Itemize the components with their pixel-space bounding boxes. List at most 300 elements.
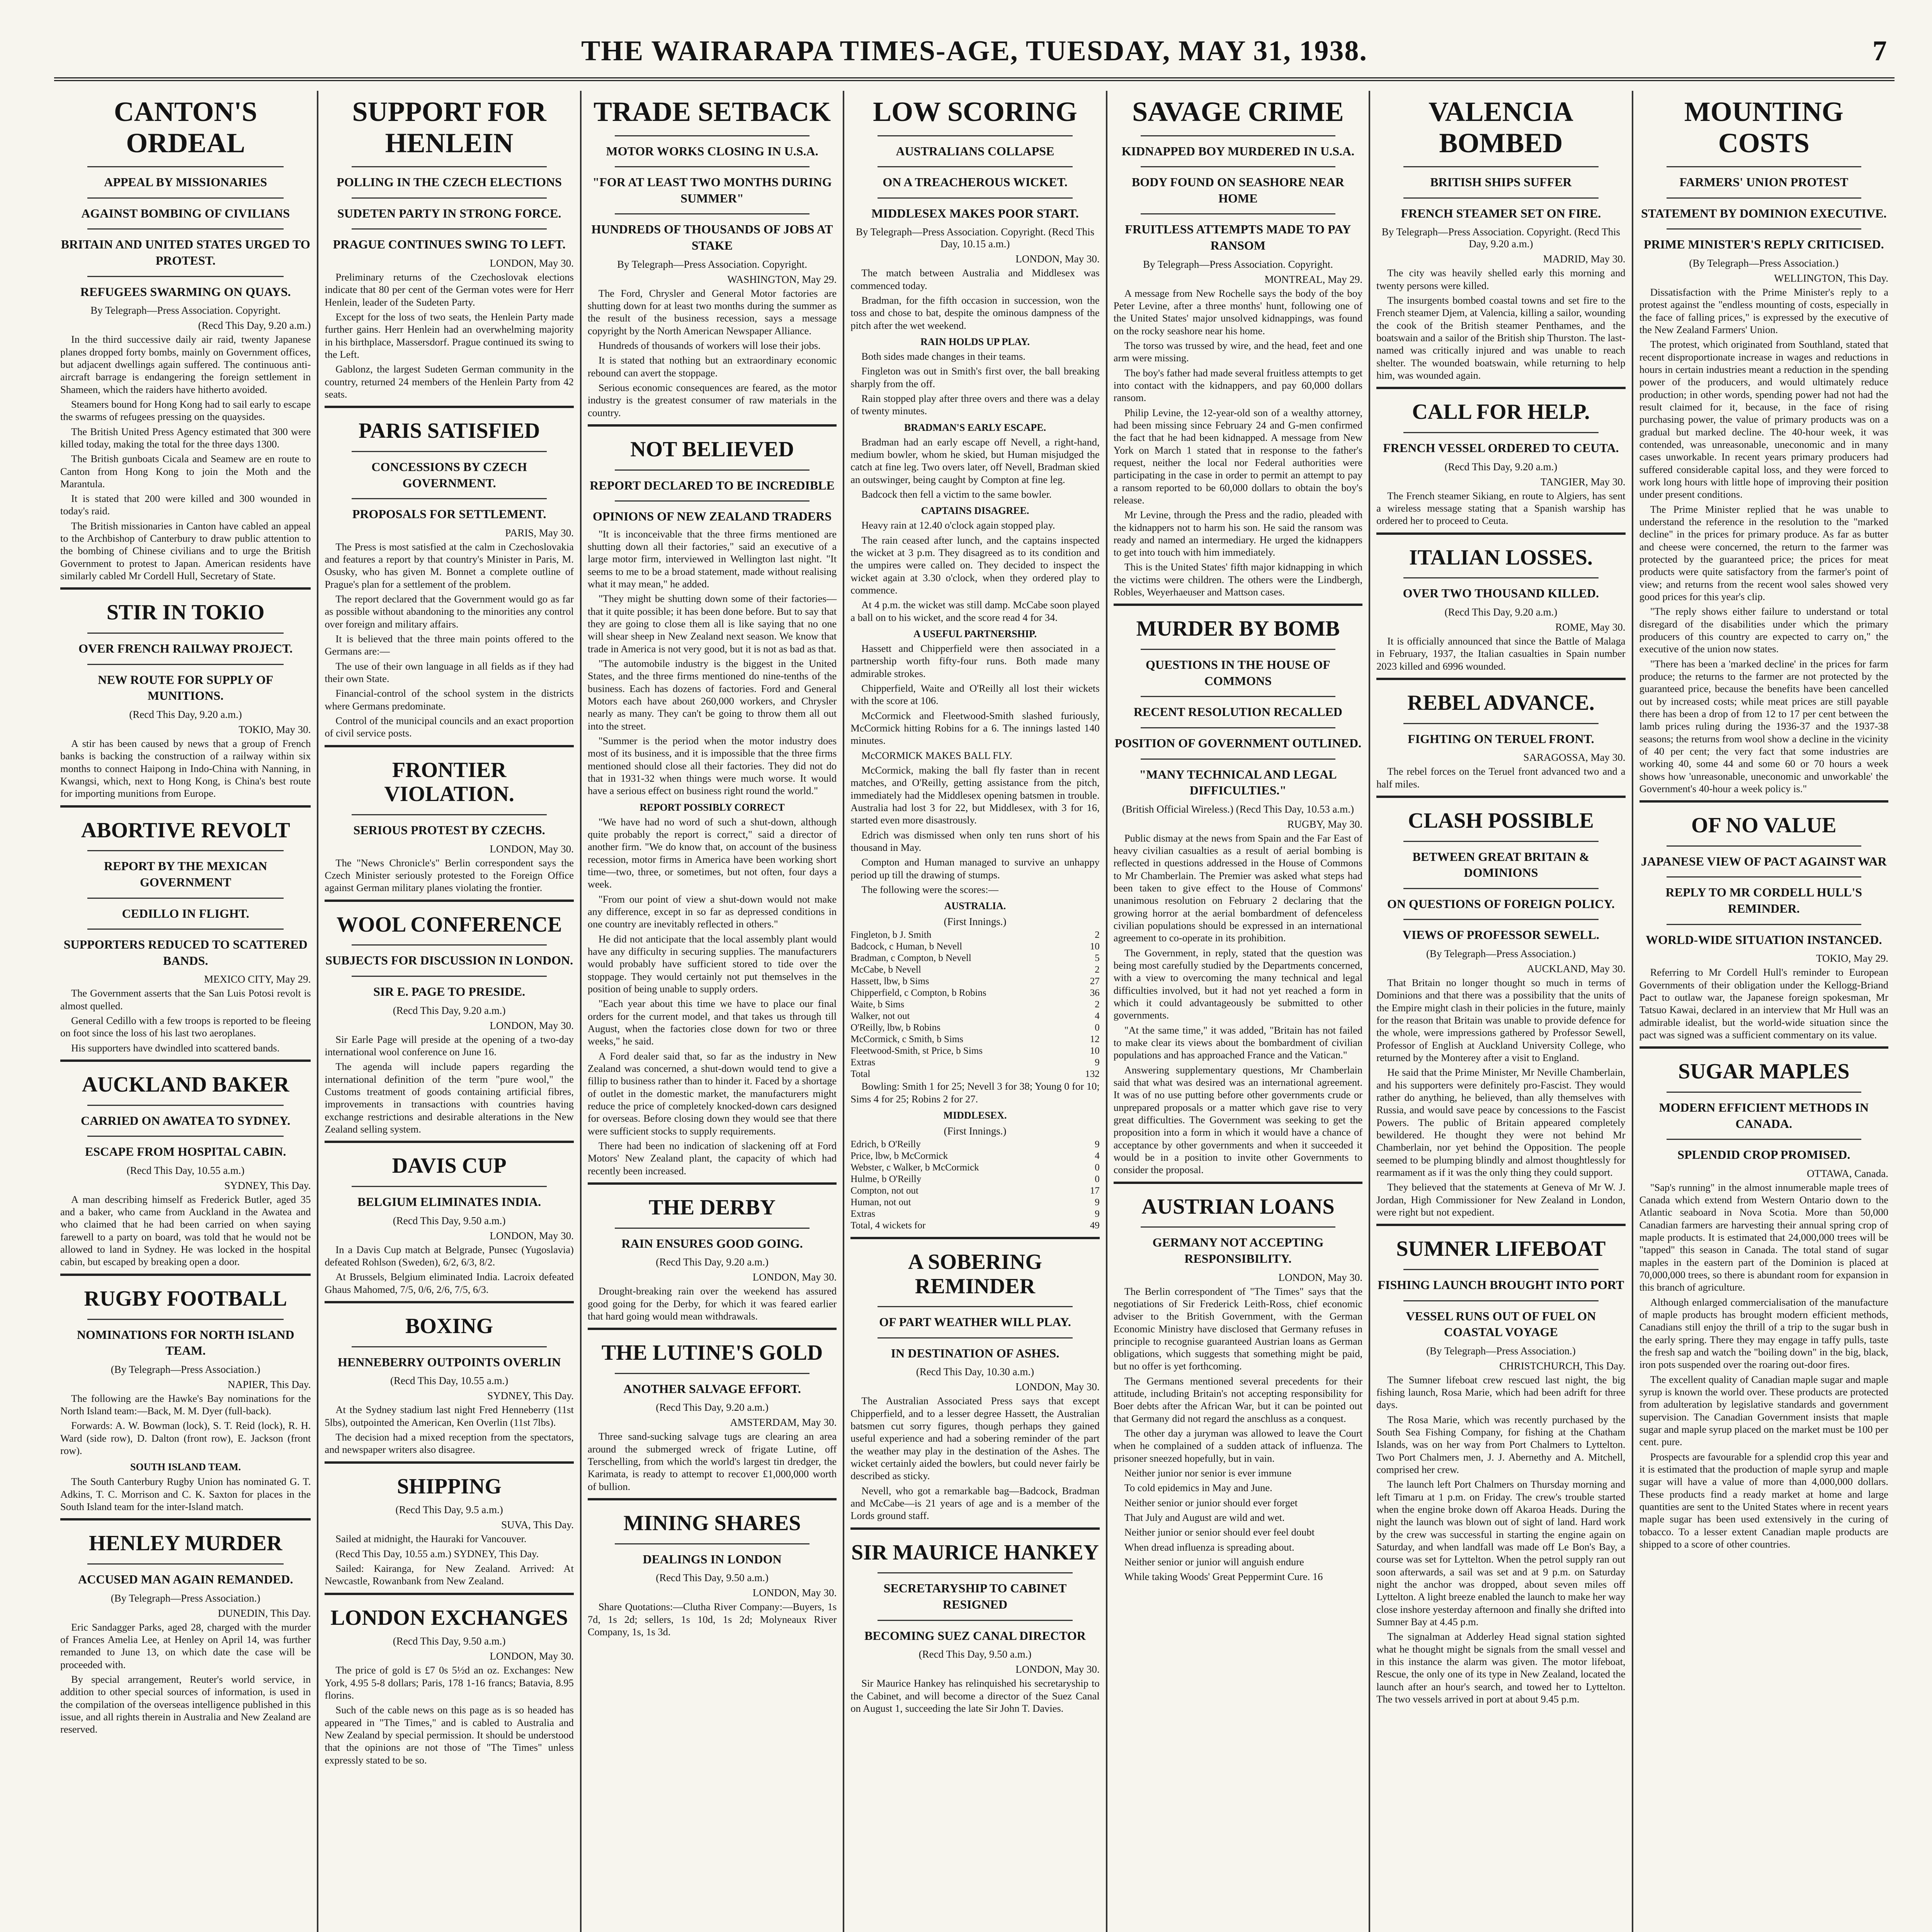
dateline: PARIS, May 30. <box>505 527 574 539</box>
score-runs: 4 <box>1095 1011 1100 1022</box>
masthead <box>54 23 1895 81</box>
paragraph: Neither junior nor senior is ever immune <box>1124 1467 1292 1479</box>
paragraph: It is officially announced that since the Battle of Malaga in February, 1937, the Italian casualties in Spain number 2023 killed and 6996 wounded. <box>1376 635 1626 672</box>
subheadline: SUPPORTERS REDUCED TO SCATTERED BANDS. <box>63 937 308 968</box>
score-runs: 0 <box>1095 1022 1100 1033</box>
paragraph: "There has been a 'marked decline' in the prices for farm produce; the returns to the farmer are not protected by the guaranteed price, because the benefits have been cancelled out by increased costs; while meat prices are still payable there has been a drop of from 12 to 17 per cent between the lamb prices ruling during the 1936-37 and the 1937-38 seasons; the returns from wool show a decline in the vicinity of 40 per cent; the very fact that some industries are working 40, some 44 and some 60 or 70 hours a week shows how 'unreasonable, uneconomic and unworkable' the Government's 40-hour a week policy is." <box>1639 658 1888 794</box>
subheadline: CARRIED ON AWATEA TO SYDNEY. <box>81 1113 291 1128</box>
deck-rule <box>1403 577 1598 578</box>
subheadline: WORLD-WIDE SITUATION INSTANCED. <box>1646 932 1882 947</box>
headline: MURDER BY BOMB <box>1136 617 1340 641</box>
deck-rule <box>87 898 284 899</box>
score-batsman: Human, not out <box>850 1197 911 1208</box>
dateline: SUVA, This Day. <box>501 1519 574 1531</box>
subheadline: ACCUSED MAN AGAIN REMANDED. <box>78 1572 293 1587</box>
article-divider <box>60 1274 311 1276</box>
deck-rule <box>352 814 546 815</box>
paragraph: The use of their own language in all fields as if they had their own State. <box>325 660 574 685</box>
deck-rule <box>87 1563 284 1565</box>
subheadline: SERIOUS PROTEST BY CZECHS. <box>353 823 545 837</box>
headline: SUMNER LIFEBOAT <box>1396 1237 1606 1261</box>
deck-rule <box>352 197 546 199</box>
subheadline: VESSEL RUNS OUT OF FUEL ON COASTAL VOYAGE <box>1406 1309 1596 1339</box>
article <box>60 805 311 1054</box>
score-batsman: Total, 4 wickets for <box>850 1220 926 1231</box>
press-credit: (Recd This Day, 9.50 a.m.) <box>918 1648 1032 1660</box>
dateline: LONDON, May 30. <box>490 1650 574 1662</box>
subheadline: HENNEBERRY OUTPOINTS OVERLIN <box>337 1355 561 1369</box>
score-runs: 5 <box>1095 953 1100 964</box>
subheadline: REPLY TO MR CORDELL HULL'S REMINDER. <box>1665 885 1862 916</box>
paragraph: Nevell, who got a remarkable bag—Badcock, Bradman and McCabe—is 21 years of age and is a member of the Lords ground staff. <box>850 1485 1100 1522</box>
article-divider <box>1376 678 1625 680</box>
deck-rule <box>615 1373 810 1374</box>
headline: MINING SHARES <box>623 1511 801 1536</box>
dateline: RUGBY, May 30. <box>1287 818 1363 830</box>
subheadline: FARMERS' UNION PROTEST <box>1679 175 1849 189</box>
deck-rule <box>352 944 546 946</box>
press-credit: (Recd This Day, 9.20 a.m.) <box>393 1004 506 1016</box>
subheadline: FRENCH STEAMER SET ON FIRE. <box>1401 206 1601 220</box>
paragraph: Hassett and Chipperfield were then associated in a partnership worth fifty-four runs. Both made many admirable strokes. <box>850 642 1100 679</box>
subheadline: OPINIONS OF NEW ZEALAND TRADERS <box>592 509 832 524</box>
scorecard-australia <box>850 898 1099 1105</box>
deck-rule <box>1667 845 1861 847</box>
score-row <box>850 1150 1099 1162</box>
press-credit: By Telegraph—Press Association. Copyright. <box>1143 258 1333 270</box>
deck-rule <box>1667 228 1861 230</box>
subheadline: POSITION OF GOVERNMENT OUTLINED. <box>1114 736 1362 750</box>
paragraph: "Summer is the period when the motor industry does most of its business, and it is impossible that the three firms mentioned should close all their factories. They did not do that in 1931-32 when things were much worse. It would have a serious effect on business right round the world." <box>587 735 837 797</box>
headline: CALL FOR HELP. <box>1412 400 1590 424</box>
subheadline: IN DESTINATION OF ASHES. <box>891 1346 1060 1360</box>
article <box>1376 1224 1625 1705</box>
deck-rule <box>352 228 546 230</box>
subheadline: HUNDREDS OF THOUSANDS OF JOBS AT STAKE <box>591 222 833 252</box>
score-row <box>850 1034 1099 1045</box>
subheadline: SIR E. PAGE TO PRESIDE. <box>373 985 526 999</box>
deck-rule <box>1667 1139 1861 1140</box>
deck-rule <box>878 1572 1072 1573</box>
subheadline: MOTOR WORKS CLOSING IN U.S.A. <box>606 144 818 158</box>
column-7 <box>1632 91 1895 1932</box>
deck-rule <box>878 1337 1072 1338</box>
headline: HENLEY MURDER <box>89 1531 282 1556</box>
score-runs: 9 <box>1095 1139 1100 1150</box>
paragraph: "They might be shutting down some of their factories—that it quite possible; it has been done before. But to say that they are going to close them all is like saying that no one will shear sheep in New Zealand next season. We know that trade in America is not very good, but it is not as bad as that. <box>587 593 837 655</box>
paragraph: When dread influenza is spreading about. <box>1124 1541 1294 1553</box>
headline: TRADE SETBACK <box>593 96 831 127</box>
dateline: MONTREAL, May 29. <box>1264 273 1363 285</box>
deck-rule <box>87 1319 284 1320</box>
score-batsman: Webster, c Walker, b McCormick <box>850 1162 979 1173</box>
headline: THE LUTINE'S GOLD <box>601 1341 823 1365</box>
deck-rule <box>1141 649 1335 650</box>
deck-rule <box>878 1620 1072 1621</box>
subheadline: SECRETARYSHIP TO CABINET RESIGNED <box>883 1581 1067 1612</box>
subheadline: REFUGEES SWARMING ON QUAYS. <box>80 284 291 299</box>
paragraph: "It is inconceivable that the three firms mentioned are shutting down all their factories," said an executive of a large motor firm, interviewed in Wellington last night. "It seems to me to be a broad statement, made without realising what it may mean," he added. <box>587 528 837 590</box>
score-runs: 49 <box>1090 1220 1100 1231</box>
dateline: SYDNEY, This Day. <box>487 1390 574 1402</box>
subheadline: FIGHTING ON TERUEL FRONT. <box>1408 731 1594 746</box>
paragraph: The Rosa Marie, which was recently purchased by the South Sea Fishing Company, for fishing at the Chatham Islands, was on her way from Port Chalmers to Lyttelton. Two Port Chalmers men, J. J. Abernethy and A. Mitchell, comprised her crew. <box>1376 1413 1626 1476</box>
press-credit: (Recd This Day, 9.50 a.m.) <box>656 1572 769 1584</box>
press-credit: By Telegraph—Press Association. Copyright. (Recd This Day, 10.15 a.m.) <box>855 226 1095 250</box>
press-credit: (By Telegraph—Press Association.) <box>111 1363 260 1375</box>
article-divider <box>1639 800 1888 803</box>
deck-rule <box>615 213 810 214</box>
dateline: WELLINGTON, This Day. <box>1774 272 1888 284</box>
subheadline: RECENT RESOLUTION RECALLED <box>1133 705 1342 719</box>
deck-rule <box>1141 759 1335 760</box>
article-divider <box>588 424 837 427</box>
headline: AUSTRIAN LOANS <box>1141 1194 1335 1219</box>
subheadline: KIDNAPPED BOY MURDERED IN U.S.A. <box>1121 144 1355 158</box>
article <box>1114 1182 1362 1583</box>
paragraph: The French steamer Sikiang, en route to Algiers, has sent a wireless message stating that a Spanish warship has ordered her to proceed to Ceuta. <box>1376 490 1626 527</box>
section-subhead: A USEFUL PARTNERSHIP. <box>913 628 1037 639</box>
paragraph: In a Davis Cup match at Belgrade, Punsec (Yugoslavia) defeated Rohlson (Sweden), 6/2, 6/3, 8/2. <box>325 1243 574 1268</box>
score-row <box>850 1068 1099 1080</box>
dateline: MEXICO CITY, May 29. <box>204 973 311 985</box>
paragraph: Sir Earle Page will preside at the opening of a two-day international wool conference on June 16. <box>325 1033 574 1058</box>
subheadline: NEW ROUTE FOR SUPPLY OF MUNITIONS. <box>98 672 274 703</box>
headline: SUGAR MAPLES <box>1678 1060 1850 1084</box>
paragraph: While taking Woods' Great Peppermint Cure. 16 <box>1124 1571 1323 1583</box>
score-batsman: Walker, not out <box>850 1011 910 1022</box>
subheadline: DEALINGS IN LONDON <box>643 1552 782 1566</box>
score-row <box>850 952 1099 964</box>
score-row <box>850 976 1099 987</box>
paragraph: The excellent quality of Canadian maple sugar and maple syrup is known the world over. These products are protected from adulteration by legislative standards and government supervision. The Canadian Government insists that maple sugar and maple syrup placed on the market must be 100 per cent. pure. <box>1639 1373 1888 1448</box>
section-subhead: RAIN HOLDS UP PLAY. <box>920 336 1030 348</box>
paragraph: Rain stopped play after three overs and there was a delay of twenty minutes. <box>850 393 1100 417</box>
press-credit: (British Official Wireless.) (Recd This Day, 10.53 a.m.) <box>1122 803 1354 815</box>
headline: CLASH POSSIBLE <box>1408 808 1594 833</box>
article-divider <box>325 1593 573 1595</box>
subheadline: MODERN EFFICIENT METHODS IN CANADA. <box>1659 1100 1869 1131</box>
score-bowling: Bowling: Smith 1 for 25; Nevell 3 for 38; Young 0 for 10; Sims 4 for 25; Robins 2 for 27. <box>850 1080 1100 1105</box>
score-runs: 4 <box>1095 1150 1100 1161</box>
paragraph: By special arrangement, Reuter's world service, in addition to other special sources of information, is used in the compilation of the overseas intelligence published in this issue, and all rights therein in Australia and New Zealand are reserved. <box>60 1673 311 1735</box>
paragraph: The match between Australia and Middlesex was commenced today. <box>850 267 1100 291</box>
subheadline: FRENCH VESSEL ORDERED TO CEUTA. <box>1383 441 1619 455</box>
score-runs: 27 <box>1090 976 1100 987</box>
column-3 <box>580 91 843 1932</box>
article-divider <box>325 406 573 408</box>
headline: OF NO VALUE <box>1691 813 1837 838</box>
subheadline: SPLENDID CROP PROMISED. <box>1677 1148 1850 1162</box>
press-credit: By Telegraph—Press Association. Copyright. <box>90 304 281 316</box>
dateline: (Recd This Day, 9.20 a.m.) <box>198 320 311 332</box>
deck-rule <box>87 228 284 230</box>
deck-rule <box>1667 166 1861 167</box>
dateline: SARAGOSSA, May 30. <box>1523 752 1626 764</box>
subheadline: PROPOSALS FOR SETTLEMENT. <box>352 507 546 521</box>
article <box>325 745 573 894</box>
article <box>850 1237 1099 1522</box>
dateline: LONDON, May 30. <box>1278 1271 1363 1283</box>
paragraph: The following were the scores:— <box>861 883 998 895</box>
deck-rule <box>352 1186 546 1187</box>
paragraph: He said that the Prime Minister, Mr Neville Chamberlain, and his supporters were definitely pro-Fascist. They would rather do anything, he believed, than ally themselves with Russia, and would save peace by concessions to the Fascist Powers. The public of Britain appeared completely bewildered. He thought they were not behind Mr Chamberlain, nor yet behind the Opposition. The people seemed to be plumping blindly and almost thoughtlessly for rearmament as if it was the only thing they could support. <box>1376 1066 1626 1178</box>
article <box>588 1498 837 1638</box>
paragraph: Bradman had an early escape off Nevell, a right-hand, medium bowler, whom he skied, but Human misjudged the catch at fine leg. Two overs later, off Nevell, Bradman skied an outswinger, being caught by Compton at fine leg. <box>850 436 1100 485</box>
deck-rule <box>87 1136 284 1137</box>
score-runs: 0 <box>1095 1173 1100 1184</box>
article-divider <box>325 1301 573 1303</box>
score-row <box>850 1173 1099 1185</box>
article <box>1376 796 1625 1218</box>
press-credit: (Recd This Day, 9.20 a.m.) <box>656 1256 769 1268</box>
paragraph: Compton and Human managed to survive an unhappy period up till the drawing of stumps. <box>850 856 1100 881</box>
article-divider <box>1114 1182 1362 1184</box>
score-row <box>850 1220 1099 1231</box>
deck-rule <box>615 1228 810 1229</box>
article <box>325 91 573 400</box>
subheadline: ANOTHER SALVAGE EFFORT. <box>623 1381 801 1396</box>
press-credit: (Recd This Day, 9.20 a.m.) <box>656 1401 769 1413</box>
paragraph: His supporters have dwindled into scattered bands. <box>71 1042 280 1054</box>
subheadline: "MANY TECHNICAL AND LEGAL DIFFICULTIES." <box>1139 767 1337 798</box>
article <box>588 1328 837 1493</box>
press-credit: (Recd This Day, 10.30 a.m.) <box>916 1366 1034 1378</box>
article <box>60 91 311 582</box>
article-divider <box>850 1527 1099 1530</box>
press-credit: (Recd This Day, 10.55 a.m.) <box>126 1164 245 1176</box>
paragraph: At Brussels, Belgium eliminated India. Lacroix defeated Ghaus Mahomed, 7/5, 0/6, 2/6, 7/5, 6/3. <box>325 1271 574 1295</box>
paragraph: The following are the Hawke's Bay nominations for the North Island team:—Back, M. M. Dyer (full-back). <box>60 1392 311 1417</box>
score-batsman: Extras <box>850 1208 876 1219</box>
score-innings: (First Innings.) <box>944 1125 1007 1137</box>
headline: THE DERBY <box>648 1195 776 1219</box>
column-4 <box>843 91 1105 1932</box>
section-subhead: SOUTH ISLAND TEAM. <box>130 1461 241 1473</box>
deck-rule <box>1141 727 1335 728</box>
article-divider <box>325 900 573 902</box>
paragraph: It is stated that 200 were killed and 300 wounded in today's raid. <box>60 493 311 517</box>
score-runs: 17 <box>1090 1185 1100 1196</box>
deck-rule <box>87 633 284 634</box>
subheadline: PRAGUE CONTINUES SWING TO LEFT. <box>333 237 566 252</box>
score-batsman: Price, lbw, b McCormick <box>850 1150 948 1161</box>
paragraph: There had been no indication of slackening off at Ford Motors' New Zealand plant, the capacity of which had recently been increased. <box>587 1139 837 1177</box>
paragraph: (Recd This Day, 10.55 a.m.) SYDNEY, This Day. <box>335 1548 539 1560</box>
paragraph: Answering supplementary questions, Mr Chamberlain said that what was desired was an international agreement. It was of no use putting before other governments crude or unprepared proposals or a matter which gave rise to very great difficulties. The Government was seeking to get the proposition into a form in which it would have a chance of acceptance by other governments and when it succeeded it would be in a position to invite other Governments to consider the proposal. <box>1113 1064 1363 1176</box>
deck-rule <box>1403 888 1598 889</box>
score-batsman: O'Reilly, lbw, b Robins <box>850 1022 940 1033</box>
paragraph: He did not anticipate that the local assembly plant would have any difficulty in securing supplies. The manufacturers would probably have sufficient stored to tide over the stoppage. They would certainly not put themselves in the position of being unable to supply orders. <box>587 933 837 995</box>
deck-rule <box>352 976 546 977</box>
paragraph: To cold epidemics in May and June. <box>1124 1482 1272 1494</box>
score-row <box>850 929 1099 941</box>
score-runs: 9 <box>1095 1057 1100 1068</box>
article-divider <box>60 1518 311 1520</box>
headline: BOXING <box>405 1314 493 1338</box>
subheadline: "FOR AT LEAST TWO MONTHS DURING SUMMER" <box>592 175 832 205</box>
deck-rule <box>615 166 810 167</box>
paragraph: At 4 p.m. the wicket was still damp. McCabe soon played a ball on to his wicket, and the score read 4 for 34. <box>850 599 1100 623</box>
score-row <box>850 1185 1099 1197</box>
masthead-title: THE WAIRARAPA TIMES-AGE, TUESDAY, MAY 31, 1938. <box>581 35 1367 67</box>
article-divider <box>325 745 573 747</box>
article <box>1639 1046 1888 1550</box>
score-batsman: Hassett, lbw, b Sims <box>850 976 929 987</box>
press-credit: (By Telegraph—Press Association.) <box>1689 257 1839 269</box>
paragraph: Hundreds of thousands of workers will lose their jobs. <box>598 339 821 351</box>
paragraph: McCORMICK MAKES BALL FLY. <box>861 749 1012 761</box>
column-6 <box>1369 91 1631 1932</box>
deck-rule <box>87 929 284 930</box>
dateline: NAPIER, This Day. <box>228 1378 311 1390</box>
paragraph: The report declared that the Government would go as far as possible without abandoning to the minorities any control over foreign and military affairs. <box>325 593 574 630</box>
paragraph: The rain ceased after lunch, and the captains inspected the wicket at 3 p.m. They disagreed as to its condition and the umpires were called on. They decided to inspect the wicket again at 3.30 o'clock, when they ordered play to commence. <box>850 534 1100 596</box>
score-batsman: Bradman, c Compton, b Nevell <box>850 953 971 964</box>
article <box>1114 604 1362 1176</box>
score-runs: 9 <box>1095 1197 1100 1208</box>
deck-rule <box>1667 197 1861 199</box>
paragraph: The protest, which originated from Southland, stated that recent disproportionate increase in wages and reductions in hours in certain industries meant a reduction in the spending power of the producers, and would ultimately reduce production; in other words, spending power had not had the result claimed for it, because, in the face of rising purchasing power, the value of primary products was on a gradual but marked decline. The 40-hour week, it was contended, was unreasonable, uneconomic and in many cases unworkable. In recent years primary producers had suffered considerable capital loss, and they were forced to work long hours with little hope of improving their position under present conditions. <box>1639 338 1888 500</box>
score-innings: (First Innings.) <box>944 916 1007 928</box>
paragraph: Neither senior or junior will anguish endure <box>1124 1556 1304 1568</box>
subheadline: REPORT DECLARED TO BE INCREDIBLE <box>590 478 835 492</box>
deck-rule <box>1403 919 1598 920</box>
score-batsman: Waite, b Sims <box>850 999 905 1010</box>
subheadline: JAPANESE VIEW OF PACT AGAINST WAR <box>1641 854 1887 868</box>
paragraph: Referring to Mr Cordell Hull's reminder to European Governments of their obligation under the Kellogg-Briand Pact to outlaw war, the Japanese foreign spokesman, Mr Tatsuo Kawai, declared in an interview that Mr Hull was an admirable idealist, but the world-wide situation since the pact was signed was a sufficient commentary on its value. <box>1639 966 1888 1041</box>
subheadline: SUBJECTS FOR DISCUSSION IN LONDON. <box>325 953 573 968</box>
dateline: TANGIER, May 30. <box>1540 476 1626 488</box>
score-team: MIDDLESEX. <box>943 1109 1007 1121</box>
article <box>588 1182 837 1322</box>
paragraph: The agenda will include papers regarding the international definition of the term "pure wool," the Customs treatment of goods containing artificial fibres, improvements in transactions with countries having exchange restrictions and desirable alterations in the New Zealand selling system. <box>325 1061 574 1135</box>
paragraph: Serious economic consequences are feared, as the motor industry is the greatest consumer of raw materials in the country. <box>587 381 837 418</box>
score-row <box>850 1010 1099 1022</box>
paragraph: Heavy rain at 12.40 o'clock again stopped play. <box>861 519 1055 531</box>
article <box>588 424 837 1177</box>
dateline: LONDON, May 30. <box>1015 253 1100 265</box>
deck-rule <box>615 469 810 471</box>
paragraph: Sailed at midnight, the Hauraki for Vancouver. <box>335 1533 527 1545</box>
deck-rule <box>1403 432 1598 433</box>
columns-container <box>54 91 1895 1932</box>
paragraph: The Press is most satisfied at the calm in Czechoslovakia and features a report by that country's Minister in Paris, M. Osusky, who has given M. Bonnet a complete outline of Prague's plan for a settlement of the problem. <box>325 541 574 590</box>
score-row <box>850 1022 1099 1034</box>
subheadline: RAIN ENSURES GOOD GOING. <box>621 1236 803 1250</box>
paragraph: Except for the loss of two seats, the Henlein Party made further gains. Herr Henlein had an overwhelming majority in his birthplace, Massersdorf. Prague continued its swing to the Left. <box>325 311 574 360</box>
press-credit: (Recd This Day, 9.50 a.m.) <box>393 1214 506 1226</box>
subheadline: QUESTIONS IN THE HOUSE OF COMMONS <box>1146 658 1330 688</box>
paragraph: The South Canterbury Rugby Union has nominated G. T. Adkins, T. C. Morrison and C. K. Saxton for places in the South Island team for the inter-Island match. <box>60 1476 311 1512</box>
paragraph: The British United Press Agency estimated that 300 were killed today, making the total for the three days 1300. <box>60 425 311 450</box>
score-batsman: McCormick, c Smith, b Sims <box>850 1034 963 1045</box>
paragraph: Dissatisfaction with the Prime Minister's reply to a protest against the "endless mounting of costs, especially in the face of falling prices," is expressed by the executive of the New Zealand Farmers' Union. <box>1639 286 1888 336</box>
paragraph: Forwards: A. W. Bowman (lock), S. T. Reid (lock), R. H. Ward (side row), D. Dalton (front row), E. Jackson (front row). <box>60 1420 311 1457</box>
score-row <box>850 964 1099 976</box>
paragraph: That July and August are wild and wet. <box>1124 1512 1285 1524</box>
deck-rule <box>87 197 284 199</box>
score-row <box>850 999 1099 1010</box>
paragraph: That Britain no longer thought so much in terms of Dominions and that there was a possibility that the units of the Empire might clash in their policies in the future, mainly for the reason that Britain was unable to provide defence for the whole, were impressions gathered by Professor Sewell, Professor of English at Auckland University College, who returned by the Monterey after a visit to England. <box>1376 977 1626 1064</box>
headline: AUCKLAND BAKER <box>82 1072 289 1097</box>
article <box>1376 678 1625 790</box>
deck-rule <box>87 664 284 665</box>
dateline: AMSTERDAM, May 30. <box>730 1417 837 1429</box>
score-team: AUSTRALIA. <box>944 900 1006 912</box>
paragraph: The launch left Port Chalmers on Thursday morning and left Timaru at 1 p.m. on Friday. The crew's trouble started when the engine broke down off Akaroa Heads. During the night the launch was blown out of sight of land. Hard work by the crew was successful in starting the engine again on Saturday, and when landfall was made off Le Bon's Bay, a course was set for Lyttelton. When the petrol supply ran out soon afterwards, a sail was set and at 9 p.m. on Saturday night the anchor was dropped, about seven miles off Lyttelton. A light breeze enabled the launch to make her way close inshore yesterday afternoon and finally she drifted into Sumner Bay at 4.45 p.m. <box>1376 1478 1626 1628</box>
press-credit: (Recd This Day, 9.20 a.m.) <box>129 708 242 720</box>
deck-rule <box>615 500 810 502</box>
deck-rule <box>352 166 546 167</box>
paragraph: Eric Sandagger Parks, aged 28, charged with the murder of Frances Amelia Lee, at Henley on April 14, was further remanded to June 13, on which date the case will be proceeded with. <box>60 1621 311 1670</box>
headline: MOUNTING COSTS <box>1684 96 1844 158</box>
score-row <box>850 1197 1099 1208</box>
paragraph: "From our point of view a shut-down would not make any difference, except in so far as depressed conditions in one country are inevitably reflected in others." <box>587 893 837 930</box>
subheadline: STATEMENT BY DOMINION EXECUTIVE. <box>1641 206 1887 220</box>
subheadline: BELGIUM ELIMINATES INDIA. <box>357 1195 541 1209</box>
subheadline: OF PART WEATHER WILL PLAY. <box>879 1315 1071 1329</box>
subheadline: PRIME MINISTER'S REPLY CRITICISED. <box>1643 237 1884 252</box>
paragraph: The Ford, Chrysler and General Motor factories are shutting down for at least two months during the summer as the result of the business recession, says a message copyright by the North American Newspaper Alliance. <box>587 287 837 337</box>
subheadline: OVER FRENCH RAILWAY PROJECT. <box>78 641 293 656</box>
paragraph: Sailed: Kairanga, for New Zealand. Arrived: At Newcastle, Rowanbank from New Zealand. <box>325 1562 574 1587</box>
headline: REBEL ADVANCE. <box>1407 690 1595 715</box>
dateline: AUCKLAND, May 30. <box>1527 963 1626 975</box>
deck-rule <box>1403 166 1598 167</box>
article-divider <box>1639 1046 1888 1049</box>
article-divider <box>1376 1224 1625 1226</box>
deck-rule <box>878 166 1072 167</box>
headline: CANTON'S ORDEAL <box>114 96 257 158</box>
press-credit: (By Telegraph—Press Association.) <box>1426 1345 1576 1357</box>
paragraph: Although enlarged commercialisation of the manufacture of maple products has brought modern efficient methods, Canadians still enjoy the thrill of a trip to the sugar bush in the early spring. There they may engage in taffy pulls, taste the fresh sap and watch the "boiling down" in the big, black, iron pots suspended over the roaring out-door fires. <box>1639 1296 1888 1371</box>
score-batsman: Badcock, c Human, b Nevell <box>850 941 963 952</box>
paragraph: The boy's father had made several fruitless attempts to get into contact with the kidnappers, and pay 60,000 dollars ransom. <box>1113 367 1363 404</box>
headline: RUGBY FOOTBALL <box>84 1286 287 1311</box>
dateline: TOKIO, May 29. <box>1816 952 1888 964</box>
article <box>1376 532 1625 672</box>
press-credit: (Recd This Day, 9.20 a.m.) <box>1444 461 1558 473</box>
score-row <box>850 1208 1099 1220</box>
subheadline: BRITAIN AND UNITED STATES URGED TO PROTEST. <box>61 237 310 268</box>
score-table <box>850 929 1099 1080</box>
score-runs: 10 <box>1090 941 1100 952</box>
dateline: DUNEDIN, This Day. <box>218 1607 311 1619</box>
subheadline: REPORT BY THE MEXICAN GOVERNMENT <box>104 859 267 889</box>
article-divider <box>588 1498 837 1500</box>
article-divider <box>325 1141 573 1143</box>
deck-rule <box>878 135 1072 136</box>
score-runs: 36 <box>1090 988 1100 998</box>
subheadline: CONCESSIONS BY CZECH GOVERNMENT. <box>371 460 527 490</box>
article <box>588 91 837 419</box>
section-subhead: BRADMAN'S EARLY ESCAPE. <box>904 422 1046 433</box>
score-batsman: Total <box>850 1069 871 1080</box>
paragraph: The British missionaries in Canton have cabled an appeal to the Archbishop of Canterbury to draw public attention to the bombing of Chinese civilians and to urge the British Government to protest to Japan. American residents have similarly cabled Mr Cordell Hull, Secretary of State. <box>60 520 311 582</box>
paragraph: A man describing himself as Frederick Butler, aged 35 and a baker, who came from Auckland in the Awatea and who claimed that he had been carried on when saying farewell to a party on board, was told that he would not be allowed to land in Sydney. He was locked in the hospital cabin, but escaped by breaking open a door. <box>60 1193 311 1268</box>
paragraph: Control of the municipal councils and an exact proportion of civil service posts. <box>325 715 574 739</box>
score-batsman: McCabe, b Nevell <box>850 964 921 975</box>
score-runs: 12 <box>1090 1034 1100 1045</box>
article <box>325 1461 573 1587</box>
paragraph: This is the United States' fifth major kidnapping in which the victims were children. The others were the Lindbergh, Robles, Weyerhaeuser and Mattson cases. <box>1113 561 1363 598</box>
article <box>60 1060 311 1268</box>
article <box>60 587 311 799</box>
score-runs: 2 <box>1095 999 1100 1010</box>
subheadline: ON A TREACHEROUS WICKET. <box>883 175 1068 189</box>
paragraph: The Germans mentioned several precedents for their attitude, including Britain's not accepting responsibility for Boer debts after the African War, but it can be pointed out that Germany did not regard the anschluss as a conquest. <box>1113 1375 1363 1424</box>
